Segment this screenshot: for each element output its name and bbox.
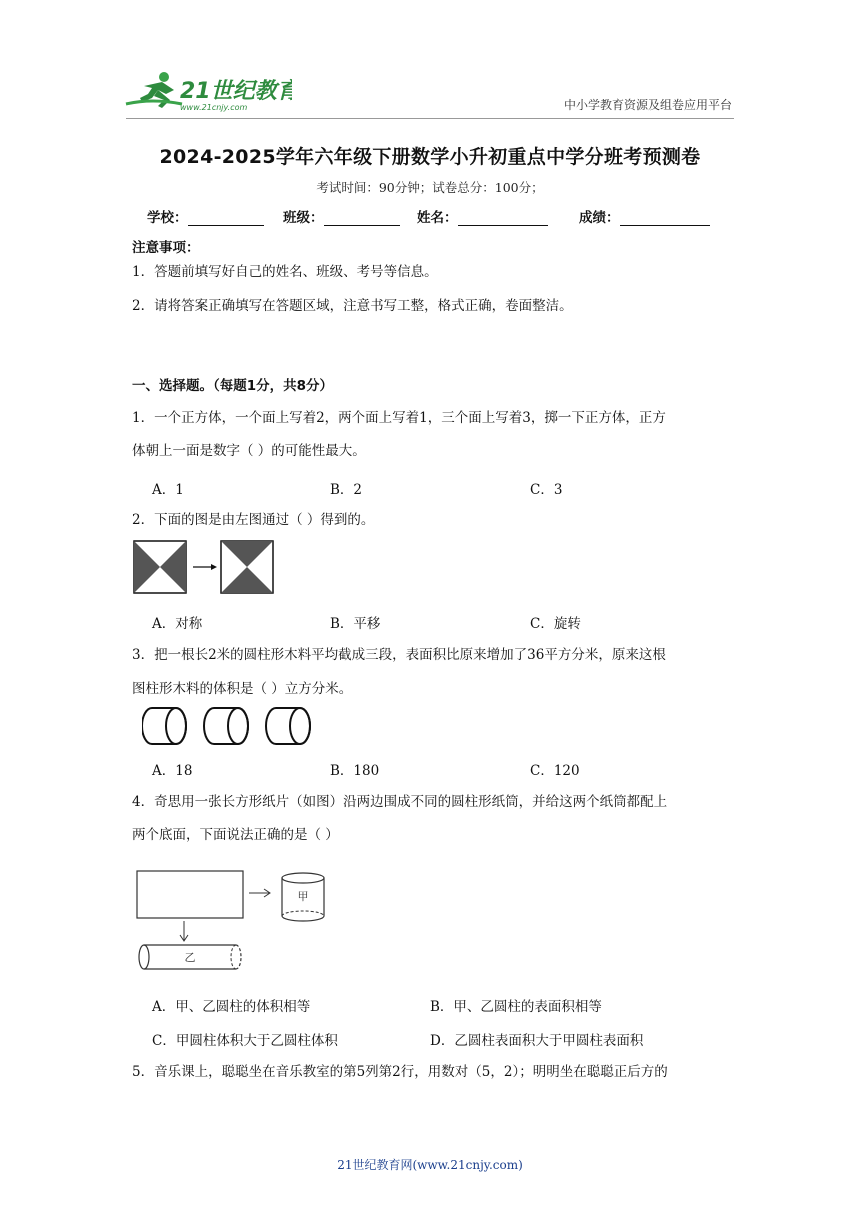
header-divider bbox=[126, 118, 734, 119]
class-field[interactable]: 班级： bbox=[283, 206, 400, 226]
runner-logo-icon bbox=[126, 72, 182, 108]
question-1-line-2: 体朝上一面是数字（ ）的可能性最大。 bbox=[132, 443, 366, 459]
platform-name: 中小学教育资源及组卷应用平台 bbox=[563, 98, 732, 112]
site-logo bbox=[122, 68, 292, 114]
option-a[interactable]: A．对称 bbox=[152, 616, 203, 632]
option-b[interactable]: B．平移 bbox=[330, 616, 381, 632]
question-1-line-1: 1．一个正方体，一个面上写着2，两个面上写着1，三个面上写着3，掷一下正方体，正方 bbox=[132, 410, 666, 426]
svg-text:乙: 乙 bbox=[184, 951, 196, 964]
notice-title: 注意事项： bbox=[132, 240, 200, 256]
option-c[interactable]: C．甲圆柱体积大于乙圆柱体积 bbox=[152, 1033, 338, 1049]
name-field[interactable]: 姓名： bbox=[417, 206, 548, 226]
notice-item: 2．请将答案正确填写在答题区域，注意书写工整，格式正确，卷面整洁。 bbox=[132, 298, 573, 314]
question-4-line-2: 两个底面，下面说法正确的是（ ） bbox=[132, 827, 339, 843]
option-a[interactable]: A．1 bbox=[152, 482, 184, 498]
question-3-line-1: 3．把一根长2米的圆柱形木料平均截成三段，表面积比原来增加了36平方分米，原来这根 bbox=[132, 647, 666, 663]
paper-title: 2024-2025学年六年级下册数学小升初重点中学分班考预测卷 bbox=[159, 146, 701, 168]
page-footer[interactable]: 21世纪教育网(www.21cnjy.com) bbox=[337, 1158, 523, 1172]
section-heading: 一、选择题。（每题1分，共8分） bbox=[132, 378, 334, 394]
school-field[interactable]: 学校： bbox=[147, 206, 264, 226]
svg-text:甲: 甲 bbox=[297, 890, 309, 903]
notice-item: 1．答题前填写好自己的姓名、班级、考号等信息。 bbox=[132, 264, 438, 280]
question-5-line-1: 5．音乐课上，聪聪坐在音乐教室的第5列第2行，用数对（5，2）；明明坐在聪聪正后方的 bbox=[132, 1064, 668, 1080]
score-field[interactable]: 成绩： bbox=[579, 206, 710, 226]
question-4-line-1: 4．奇思用一张长方形纸片（如图）沿两边围成不同的圆柱形纸筒，并给这两个纸筒都配上 bbox=[132, 794, 668, 810]
question-3-line-2: 图柱形木料的体积是（ ）立方分米。 bbox=[132, 681, 353, 697]
cylinder-pieces-figure bbox=[142, 706, 314, 750]
svg-text:21世纪教育: 21世纪教育 bbox=[180, 79, 292, 104]
exam-info: 考试时间：90分钟；试卷总分：100分； bbox=[316, 180, 544, 195]
option-b[interactable]: B．180 bbox=[330, 763, 380, 779]
option-b[interactable]: B．2 bbox=[330, 482, 363, 498]
option-a[interactable]: A．18 bbox=[152, 763, 193, 779]
question-2-line-1: 2．下面的图是由左图通过（ ）得到的。 bbox=[132, 512, 375, 528]
svg-text:www.21cnjy.com: www.21cnjy.com bbox=[180, 103, 248, 112]
option-a[interactable]: A．甲、乙圆柱的体积相等 bbox=[152, 999, 311, 1015]
transform-figure bbox=[133, 540, 275, 598]
option-c[interactable]: C．旋转 bbox=[530, 616, 581, 632]
option-c[interactable]: C．120 bbox=[530, 763, 580, 779]
option-d[interactable]: D．乙圆柱表面积大于甲圆柱表面积 bbox=[430, 1033, 644, 1049]
paper-roll-figure bbox=[134, 866, 330, 980]
option-b[interactable]: B．甲、乙圆柱的表面积相等 bbox=[430, 999, 602, 1015]
option-c[interactable]: C．3 bbox=[530, 482, 563, 498]
